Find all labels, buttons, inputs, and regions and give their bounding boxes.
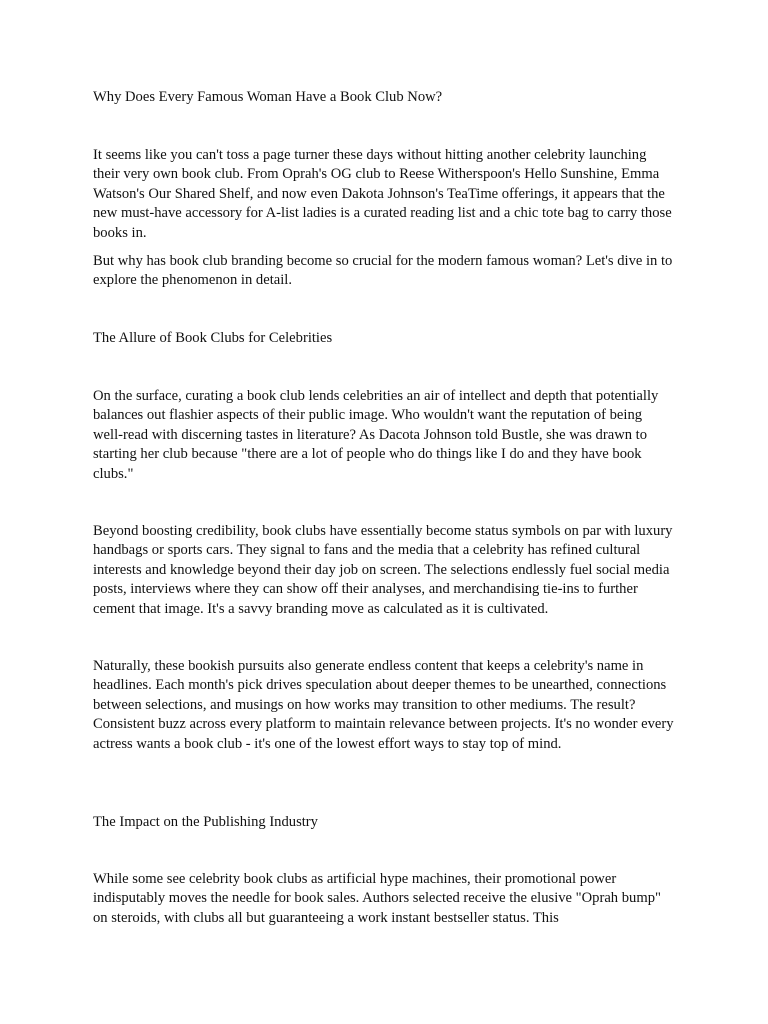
- intro-paragraph-1: It seems like you can't toss a page turner these days without hitting another celebrity launching their very own book club. From Oprah's OG club to Reese Witherspoon's Hello Sunshine, Emma Watson's Our Shared Shelf, and now even Dakota Johnson's TeaTime offerings, it appears that the new must-have accessory for A-list ladies is a curated reading list and a chic tote bag to carry those books in.: [93, 147, 672, 241]
- section-heading-allure: The Allure of Book Clubs for Celebrities: [93, 330, 333, 346]
- intro-paragraph-2: But why has book club branding become so crucial for the modern famous woman? Let's dive in to explore the phenomenon in detail.: [93, 253, 673, 289]
- section1-paragraph-3: Naturally, these bookish pursuits also generate endless content that keeps a celebrity's name in headlines. Each month's pick drives speculation about deeper themes to be unearthed, connections between selections, and musings on how works may transition to other mediums. The result? Consistent buzz across every platform to maintain relevance between projects. It's no wonder every actress wants a book club - it's one of the lowest effort ways to stay top of mind.: [93, 658, 674, 752]
- section1-paragraph-1: On the surface, curating a book club lends celebrities an air of intellect and depth that potentially balances out flashier aspects of their public image. Who wouldn't want the reputation of being well-read with discerning tastes in literature? As Dacota Johnson told Bustle, she was drawn to starting her club because "there are a lot of people who do things like I do and they have book clubs.": [93, 388, 659, 482]
- section2-paragraph-1: While some see celebrity book clubs as artificial hype machines, their promotional power indisputably moves the needle for book sales. Authors selected receive the elusive "Oprah bump" on steroids, with clubs all but guaranteeing a work instant bestseller status. This: [93, 871, 661, 926]
- section1-paragraph-2: Beyond boosting credibility, book clubs have essentially become status symbols on par with luxury handbags or sports cars. They signal to fans and the media that a celebrity has refined cultural interests and knowledge beyond their day job on screen. The selections endlessly fuel social media posts, interviews where they can show off their analyses, and merchandising tie-ins to further cement that image. It's a savvy branding move as calculated as it is cultivated.: [93, 523, 673, 617]
- document-title: Why Does Every Famous Woman Have a Book Club Now?: [93, 89, 443, 105]
- section-heading-publishing: The Impact on the Publishing Industry: [93, 814, 318, 830]
